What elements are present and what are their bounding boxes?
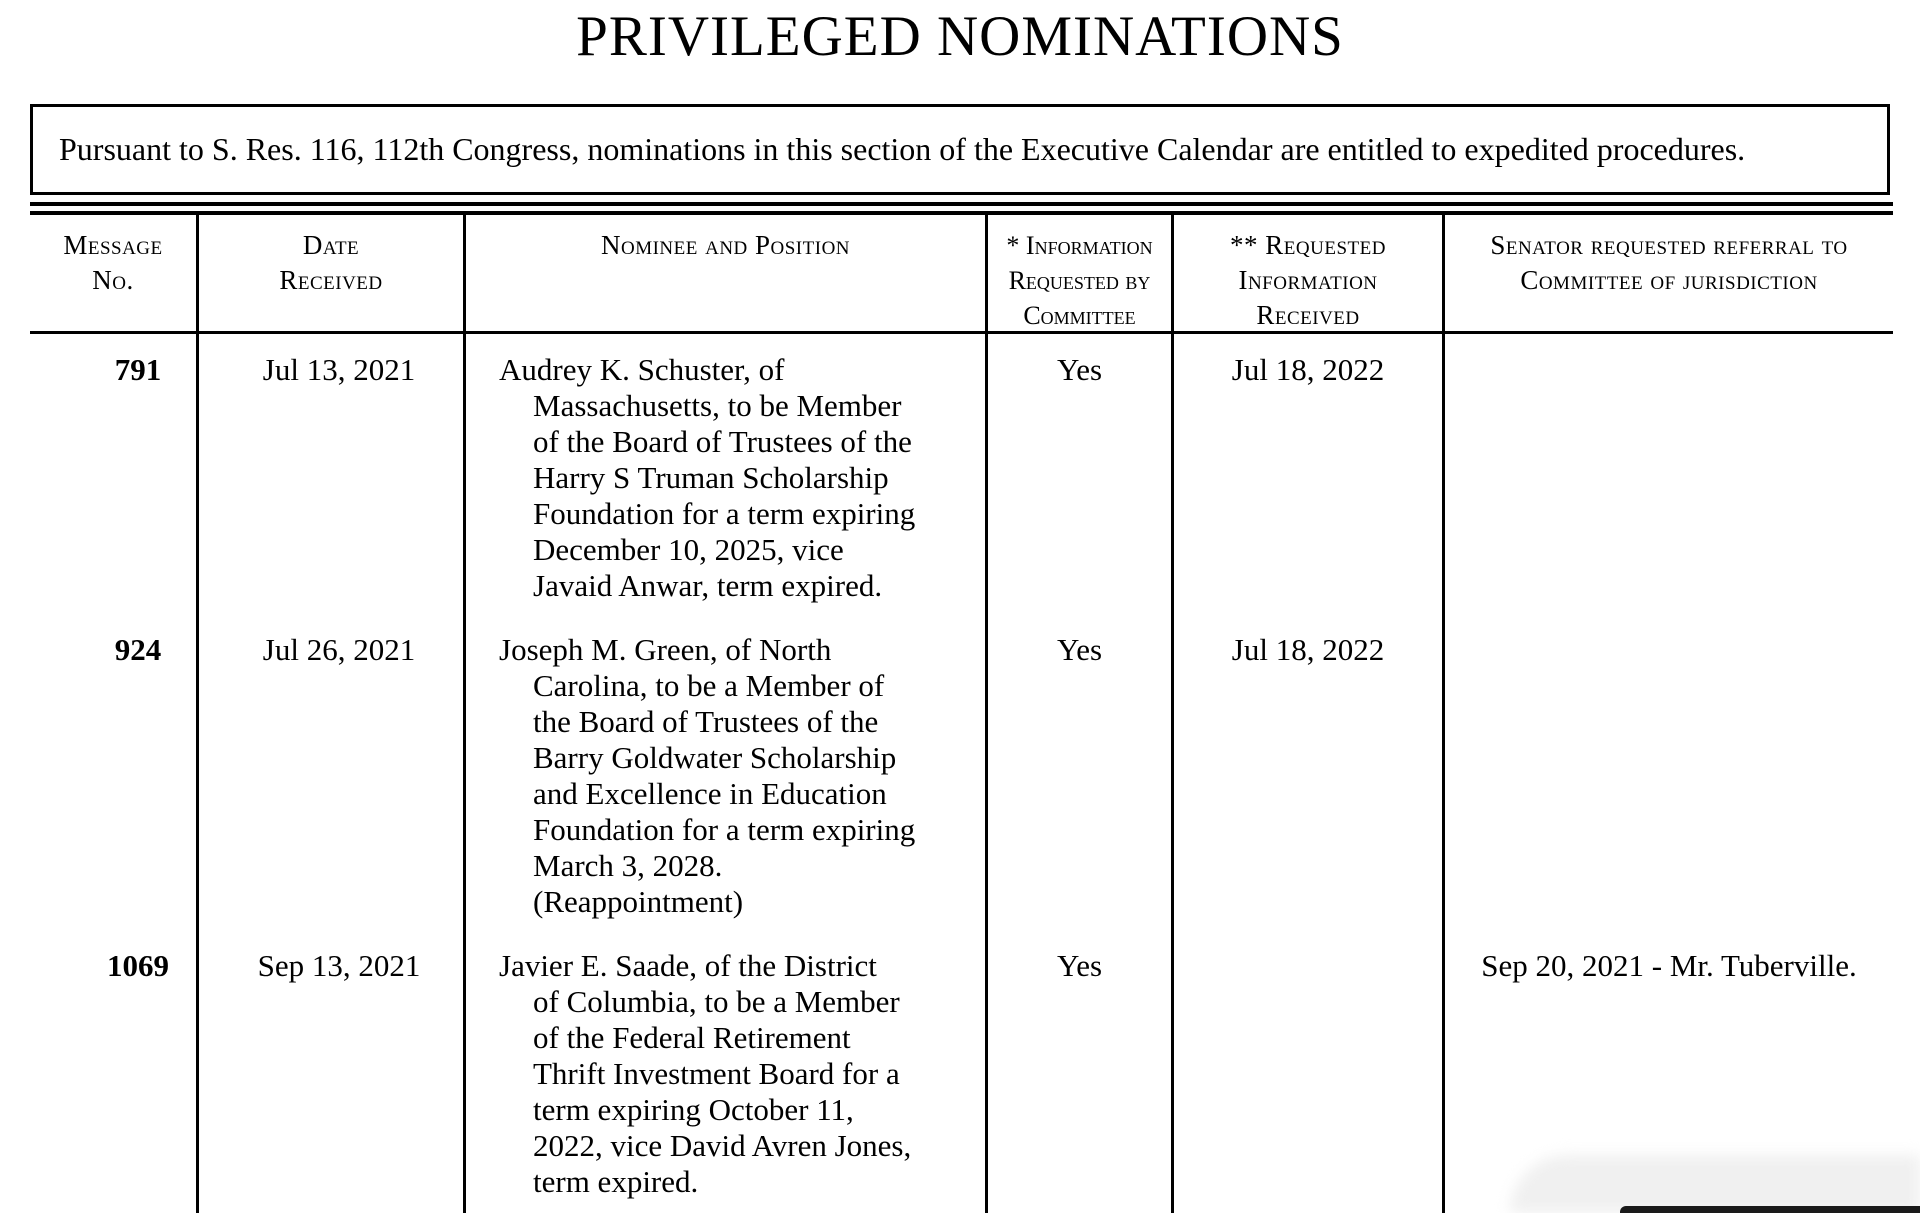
senator-referral-cell: Sep 20, 2021 - Mr. Tuberville.: [1481, 948, 1857, 983]
column-header-information-requested: * Information Requested by Committee: [988, 215, 1174, 334]
info-requested-cell: Yes: [988, 930, 1174, 1210]
column-header-message-no: Message No.: [30, 215, 199, 334]
notice-box: [30, 104, 1890, 195]
column-header-date-received: Date Received: [199, 215, 466, 334]
info-received-cell: Jul 18, 2022: [1174, 334, 1445, 614]
message-no-cell: 924: [30, 614, 199, 930]
nominee-cell: Audrey K. Schuster, of Massachusetts, to be Member of the Board of Trustees of the Harry S Truman Scholarship Foundation for a term expiring December 10, 2025, vice Javaid Anwar, term expired.: [466, 334, 988, 614]
info-received-cell: [1174, 930, 1445, 1210]
date-received-cell: Jul 13, 2021: [199, 334, 466, 614]
corner-overlay-shadow: [1510, 1155, 1920, 1213]
nominee-cell: Joseph M. Green, of North Carolina, to be a Member of the Board of Trustees of the Barry Goldwater Scholarship and Excellence in Education Foundation for a term expiring March 3, 2028. (Reappointment): [466, 614, 988, 930]
page-title: PRIVILEGED NOMINATIONS: [576, 5, 1344, 68]
table-top-rule-outer: [30, 202, 1893, 206]
column-header-nominee-and-position: Nominee and Position: [466, 215, 988, 334]
info-received-cell: Jul 18, 2022: [1174, 614, 1445, 930]
info-requested-cell: Yes: [988, 614, 1174, 930]
senator-referral-cell: [1445, 334, 1893, 614]
corner-overlay-bar: [1620, 1206, 1920, 1213]
message-no-cell: 791: [30, 334, 199, 614]
message-no-cell: 1069: [30, 930, 199, 1210]
date-received-cell: Sep 13, 2021: [199, 930, 466, 1210]
date-received-cell: Jul 26, 2021: [199, 614, 466, 930]
column-header-senator-referral: Senator requested referral to Committee of jurisdiction: [1445, 215, 1893, 334]
nominations-table: [30, 215, 1893, 1213]
senator-referral-cell: [1445, 614, 1893, 930]
notice-text: Pursuant to S. Res. 116, 112th Congress, nominations in this section of the Executive Calendar are entitled to expedited procedures.: [59, 131, 1746, 167]
info-requested-cell: Yes: [988, 334, 1174, 614]
nominee-cell: Javier E. Saade, of the District of Columbia, to be a Member of the Federal Retirement Thrift Investment Board for a term expiring October 11, 2022, vice David Avren Jones, term expired.: [466, 930, 988, 1210]
column-header-information-received: ** Requested Information Received: [1174, 215, 1445, 334]
